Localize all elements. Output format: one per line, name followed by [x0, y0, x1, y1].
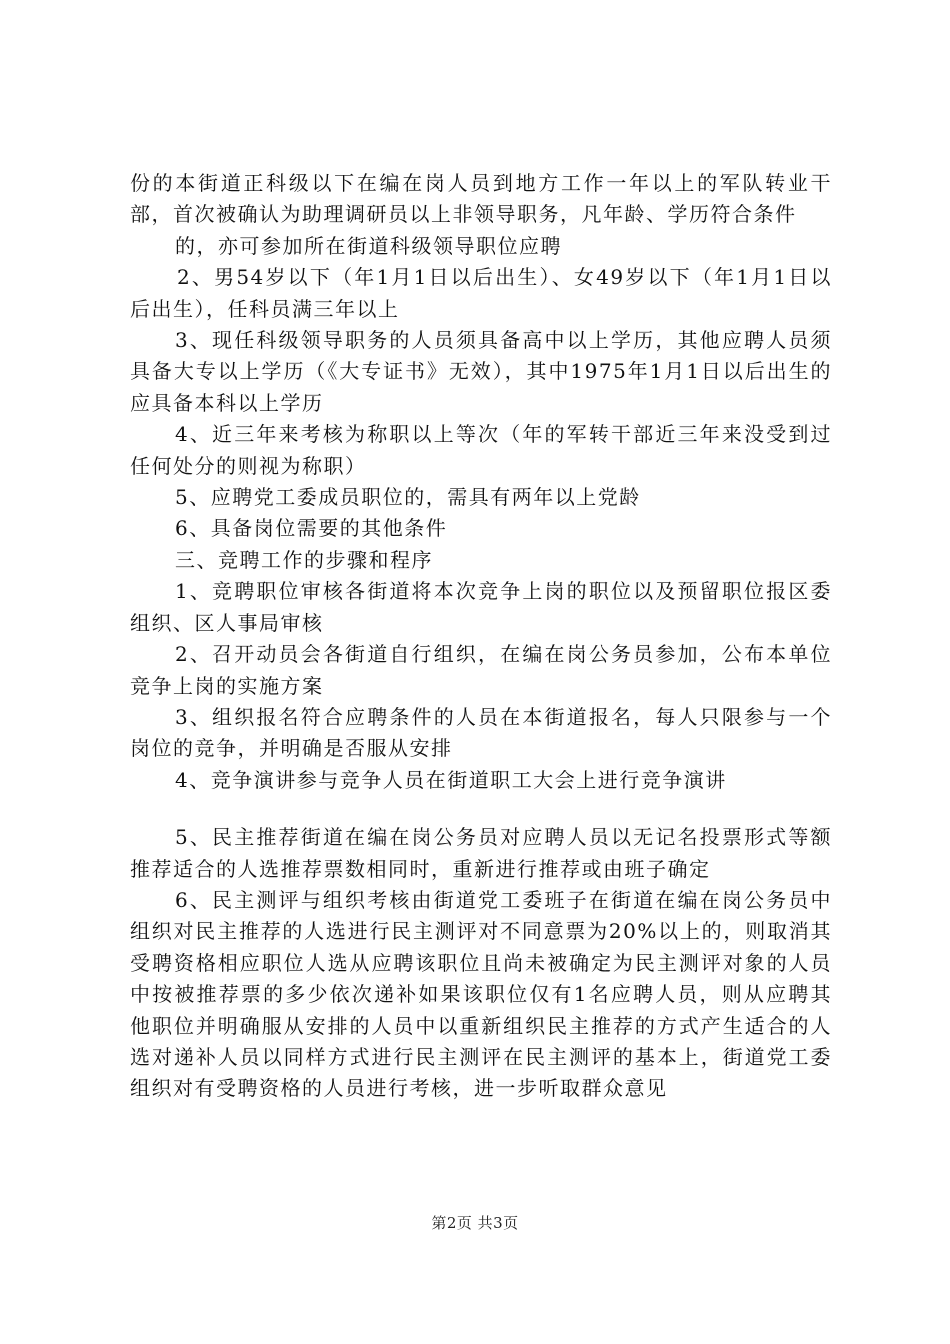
paragraph-item-5: 5、应聘党工委成员职位的，需具有两年以上党龄	[175, 485, 641, 510]
section-heading-3: 三、竞聘工作的步骤和程序	[175, 547, 433, 572]
paragraph-item-2: 2、男54岁以下（年1月1日以后出生）、女49岁以下（年1月1日以后出生），任科员满三年以上	[130, 265, 832, 321]
paragraph-step-6: 6、民主测评与组织考核由街道党工委班子在街道在编在岗公务员中组织对民主推荐的人选进行民主测评对不同意票为20%以上的，则取消其受聘资格相应职位人选从应聘该职位且尚未被确定为民主测评对象的人员中按被推荐票的多少依次递补如果该职位仅有1名应聘人员，则从应聘其他职位并明确服从安排的人员中以重新组织民主推荐的方式产生适合的人选对递补人员以同样方式进行民主测评在民主测评的基本上，街道党工委组织对有受聘资格的人员进行考核，进一步听取群众意见	[130, 887, 832, 1101]
paragraph-step-2: 2、召开动员会各街道自行组织，在编在岗公务员参加，公布本单位竞争上岗的实施方案	[130, 642, 832, 698]
paragraph-continuation: 份的本街道正科级以下在编在岗人员到地方工作一年以上的军队转业干部，首次被确认为助理调研员以上非领导职务，凡年龄、学历符合条件	[130, 171, 832, 227]
paragraph-step-3: 3、组织报名符合应聘条件的人员在本街道报名，每人只限参与一个岗位的竞争，并明确是否服从安排	[130, 704, 832, 761]
page-number-footer: 第2页 共3页	[431, 1214, 519, 1232]
document-body	[130, 168, 832, 1105]
paragraph-step-1: 1、竞聘职位审核各街道将本次竞争上岗的职位以及预留职位报区委组织、区人事局审核	[130, 579, 832, 635]
paragraph-item-4: 4、近三年来考核为称职以上等次（年的军转干部近三年来没受到过任何处分的则视为称职）	[130, 422, 832, 478]
paragraph-item-3: 3、现任科级领导职务的人员须具备高中以上学历，其他应聘人员须具备大专以上学历（《大专证书》无效），其中1975年1月1日以后出生的应具备本科以上学历	[130, 328, 832, 415]
paragraph-step-4: 4、竞争演讲参与竞争人员在街道职工大会上进行竞争演讲	[175, 767, 727, 792]
paragraph-item-6: 6、具备岗位需要的其他条件	[175, 516, 448, 541]
paragraph-step-5: 5、民主推荐街道在编在岗公务员对应聘人员以无记名投票形式等额推荐适合的人选推荐票数相同时，重新进行推荐或由班子确定	[130, 825, 832, 881]
paragraph-continuation-tail: 的，亦可参加所在街道科级领导职位应聘	[175, 233, 562, 258]
